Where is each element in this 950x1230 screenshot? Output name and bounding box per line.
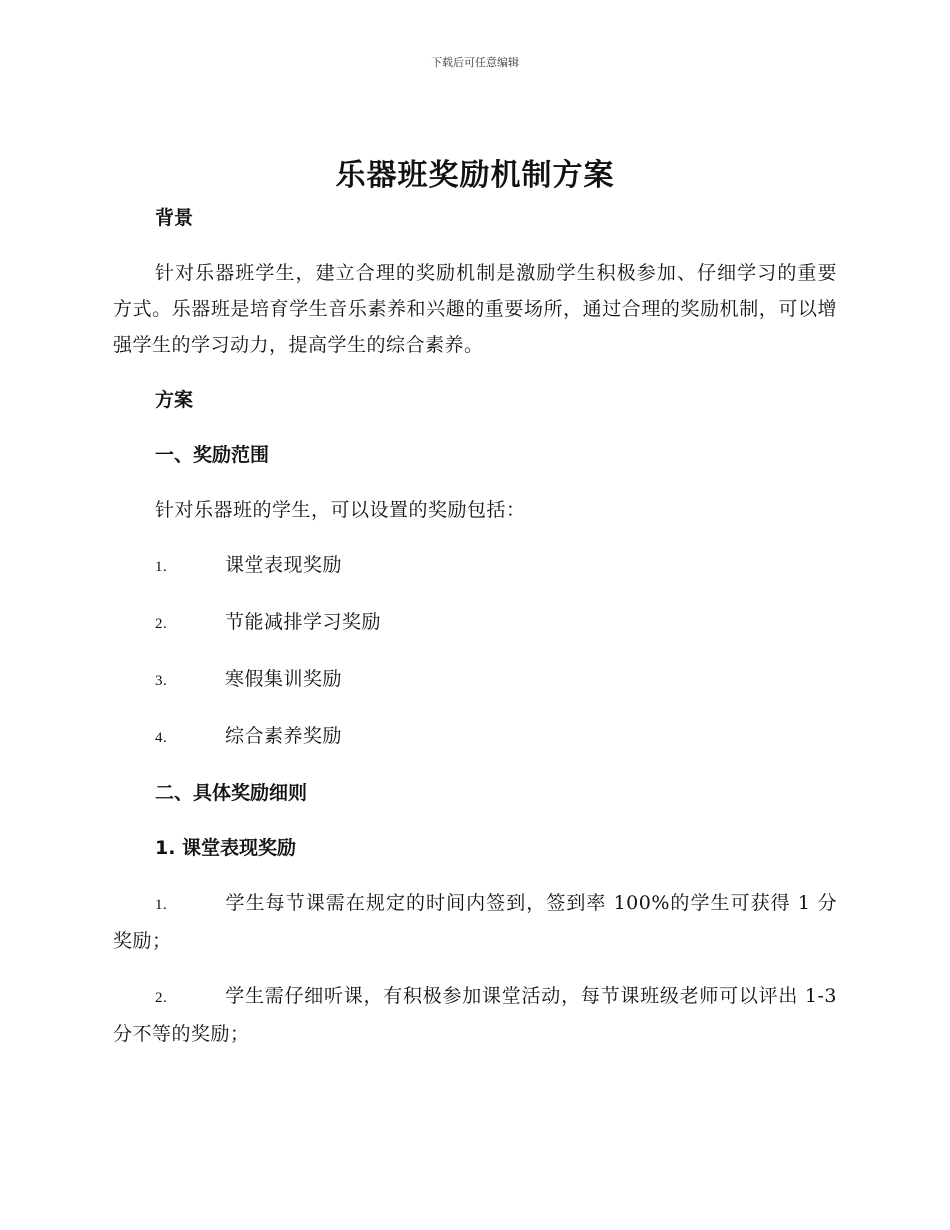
background-paragraph: 针对乐器班学生，建立合理的奖励机制是激励学生积极参加、仔细学习的重要方式。乐器班是培育学生音乐素养和兴趣的重要场所，通过合理的奖励机制，可以增强学生的学习动力，提高学生的综合素养。 xyxy=(113,262,837,356)
list-number: 1. xyxy=(155,897,168,913)
list-number: 1. xyxy=(155,559,168,575)
rule-item xyxy=(113,978,837,1052)
rule-text: 学生需仔细听课，有积极参加课堂活动，每节课班级老师可以评出 1-3 分不等的奖励； xyxy=(113,985,837,1045)
header-note: 下载后可任意编辑 xyxy=(431,56,519,69)
document-title: 乐器班奖励机制方案 xyxy=(335,158,615,193)
list-item xyxy=(113,718,837,756)
section-heading-details: 二、具体奖励细则 xyxy=(155,782,308,804)
list-number: 2. xyxy=(155,990,168,1006)
list-text: 寒假集训奖励 xyxy=(225,668,343,690)
section-heading-background: 背景 xyxy=(155,207,194,229)
rule-text: 学生每节课需在规定的时间内签到，签到率 100%的学生可获得 1 分奖励； xyxy=(113,892,837,952)
list-text: 综合素养奖励 xyxy=(225,725,343,747)
list-number: 4. xyxy=(155,730,168,746)
document-body xyxy=(113,200,837,1052)
list-item xyxy=(113,547,837,585)
section-heading-scope: 一、奖励范围 xyxy=(155,444,270,466)
list-item xyxy=(113,604,837,642)
list-text: 节能减排学习奖励 xyxy=(225,611,382,633)
subsection-heading-classroom: 1. 课堂表现奖励 xyxy=(155,837,297,859)
scope-intro: 针对乐器班的学生，可以设置的奖励包括： xyxy=(155,499,526,521)
section-heading-plan: 方案 xyxy=(155,389,194,411)
list-number: 2. xyxy=(155,616,168,632)
list-number: 3. xyxy=(155,673,168,689)
rule-item xyxy=(113,885,837,959)
list-text: 课堂表现奖励 xyxy=(225,554,343,576)
list-item xyxy=(113,661,837,699)
